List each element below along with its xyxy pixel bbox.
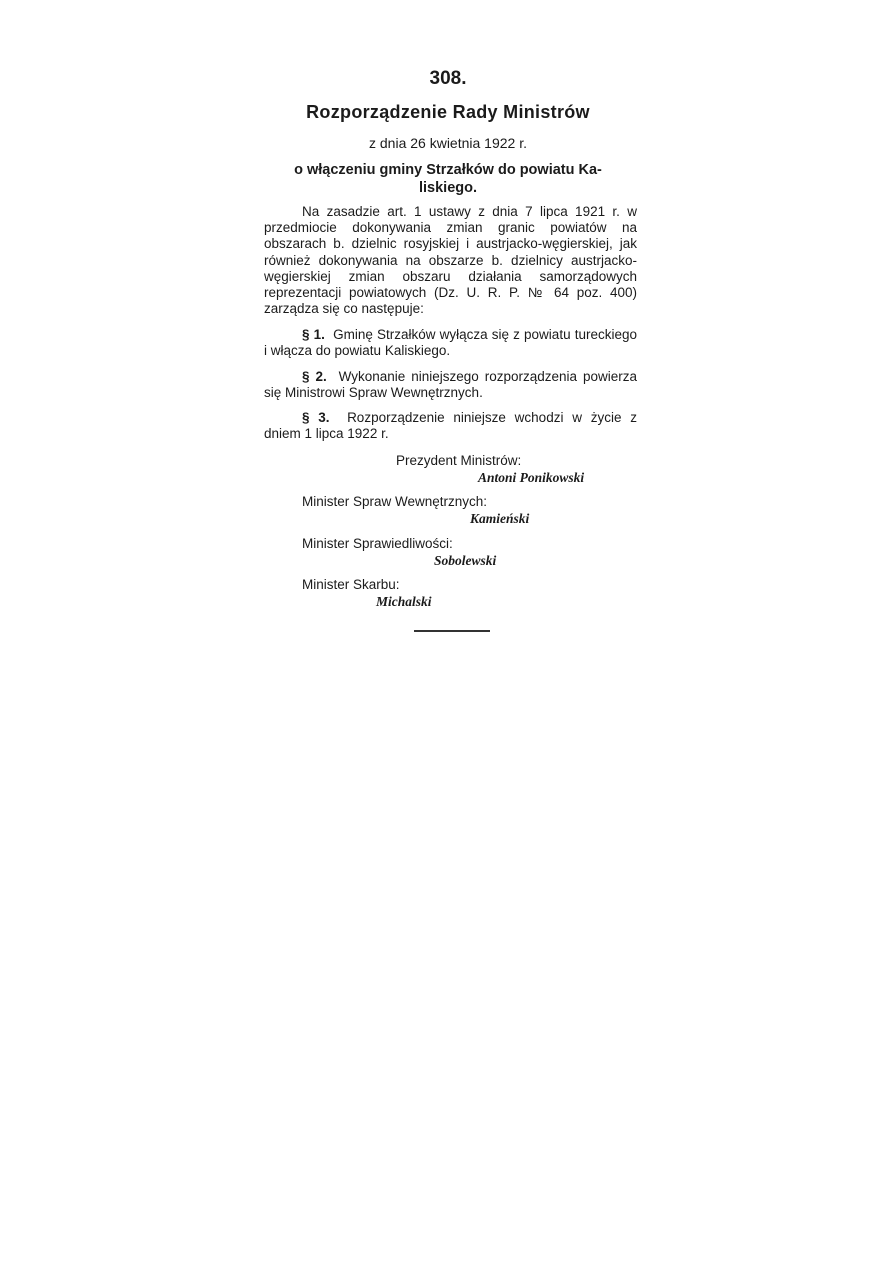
document-title: Rozporządzenie Rady Ministrów — [306, 102, 590, 122]
signature-name: Antoni Ponikowski — [478, 470, 585, 485]
section-3-text: Rozporządzenie niniejsze wchodzi w życie z dniem 1 lipca 1922 r. — [264, 410, 637, 442]
section-3 — [264, 410, 637, 442]
signature-role: Minister Spraw Wewnętrznych: — [302, 494, 488, 509]
signature-name: Kamieński — [470, 511, 530, 526]
signature-role: Minister Sprawiedliwości: — [302, 536, 453, 551]
section-1-text: Gminę Strzałków wyłącza się z powiatu tureckiego i włącza do powiatu Kaliskiego. — [264, 327, 637, 359]
signature-block-1 — [396, 452, 584, 486]
section-2-mark: § 2. — [302, 369, 327, 384]
signature-name: Sobolewski — [434, 553, 497, 568]
signature-role: Minister Skarbu: — [302, 577, 400, 592]
subject-line-2: liskiego. — [418, 180, 478, 196]
section-2-text: Wykonanie niniejszego rozporządzenia powierza się Ministrowi Spraw Wewnętrznych. — [264, 369, 637, 401]
subject-heading — [258, 161, 638, 197]
date-line: z dnia 26 kwietnia 1922 r. — [369, 135, 527, 151]
section-1-mark: § 1. — [302, 327, 325, 342]
signature-role: Prezydent Ministrów: — [396, 453, 522, 468]
subject-line-1: o włączeniu gminy Strzałków do powiatu Ka- — [294, 162, 602, 178]
signature-block-4 — [302, 576, 432, 610]
signature-block-3 — [302, 535, 496, 569]
section-2 — [264, 369, 637, 401]
signature-name: Michalski — [376, 594, 432, 609]
section-3-mark: § 3. — [302, 410, 330, 425]
document-page — [258, 0, 638, 660]
intro-paragraph: Na zasadzie art. 1 ustawy z dnia 7 lipca 1921 r. w przedmiocie dokonywania zmian granic powiatów na obszarach b. dzielnic rosyjskiej i austrjacko-węgierskiej, jak również dokonywania na obszarze b. dzielnicy austrjacko-węgierskiej zmian obszaru działania samorządowych reprezentacji powiatowych (Dz. U. R. P. № 64 poz. 400) zarządza się co następuje: — [264, 204, 637, 317]
closing-rule — [414, 630, 490, 632]
page-number: 308. — [429, 68, 467, 89]
signature-block-2 — [302, 493, 529, 527]
section-1 — [264, 327, 637, 359]
